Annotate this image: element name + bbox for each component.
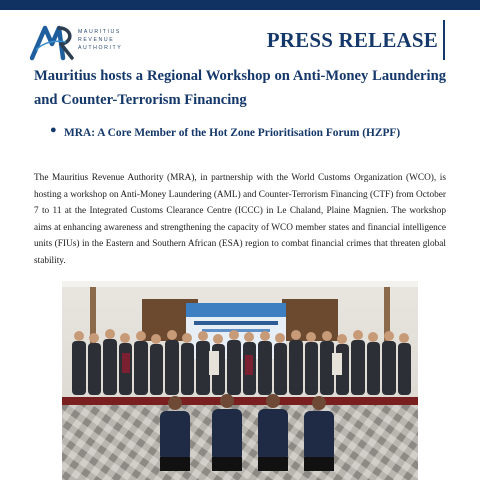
mra-logo xyxy=(30,20,140,62)
mra-logo-icon xyxy=(30,20,74,62)
logo-line: AUTHORITY xyxy=(78,45,123,52)
logo-line: MAURITIUS xyxy=(78,29,121,35)
article-title: Mauritius hosts a Regional Workshop on Anti-Money Laundering and Counter-Terrorism Financing xyxy=(34,68,446,108)
article-body: The Mauritius Revenue Authority (MRA), in partnership with the World Customs Organization (WCO), is hosting a workshop on Anti-Money Laundering (AML) and Counter-Terrorism Financing (CTF) from October 7 to 11 at the Integrated Customs Clearance Centre (ICCC) in Le Chaland, Plaine Magnien. The workshop aims at enhancing awareness and strengthening the capacity of WCO member states and financial intelligence units (FIUs) in the Eastern and Southern African (ESA) region to combat financial crimes that threaten global stability. xyxy=(34,173,446,266)
logo-wordmark xyxy=(78,28,148,53)
group-photo xyxy=(62,281,418,480)
group-photo-image xyxy=(62,281,418,480)
header-divider xyxy=(443,20,445,60)
logo-line: REVENUE xyxy=(78,37,115,44)
bullet-dot-icon: ● xyxy=(50,124,57,136)
top-color-bar xyxy=(0,0,480,10)
press-release-heading: PRESS RELEASE xyxy=(266,28,438,52)
article-subheading: MRA: A Core Member of the Hot Zone Prioritisation Forum (HZPF) xyxy=(64,127,401,139)
